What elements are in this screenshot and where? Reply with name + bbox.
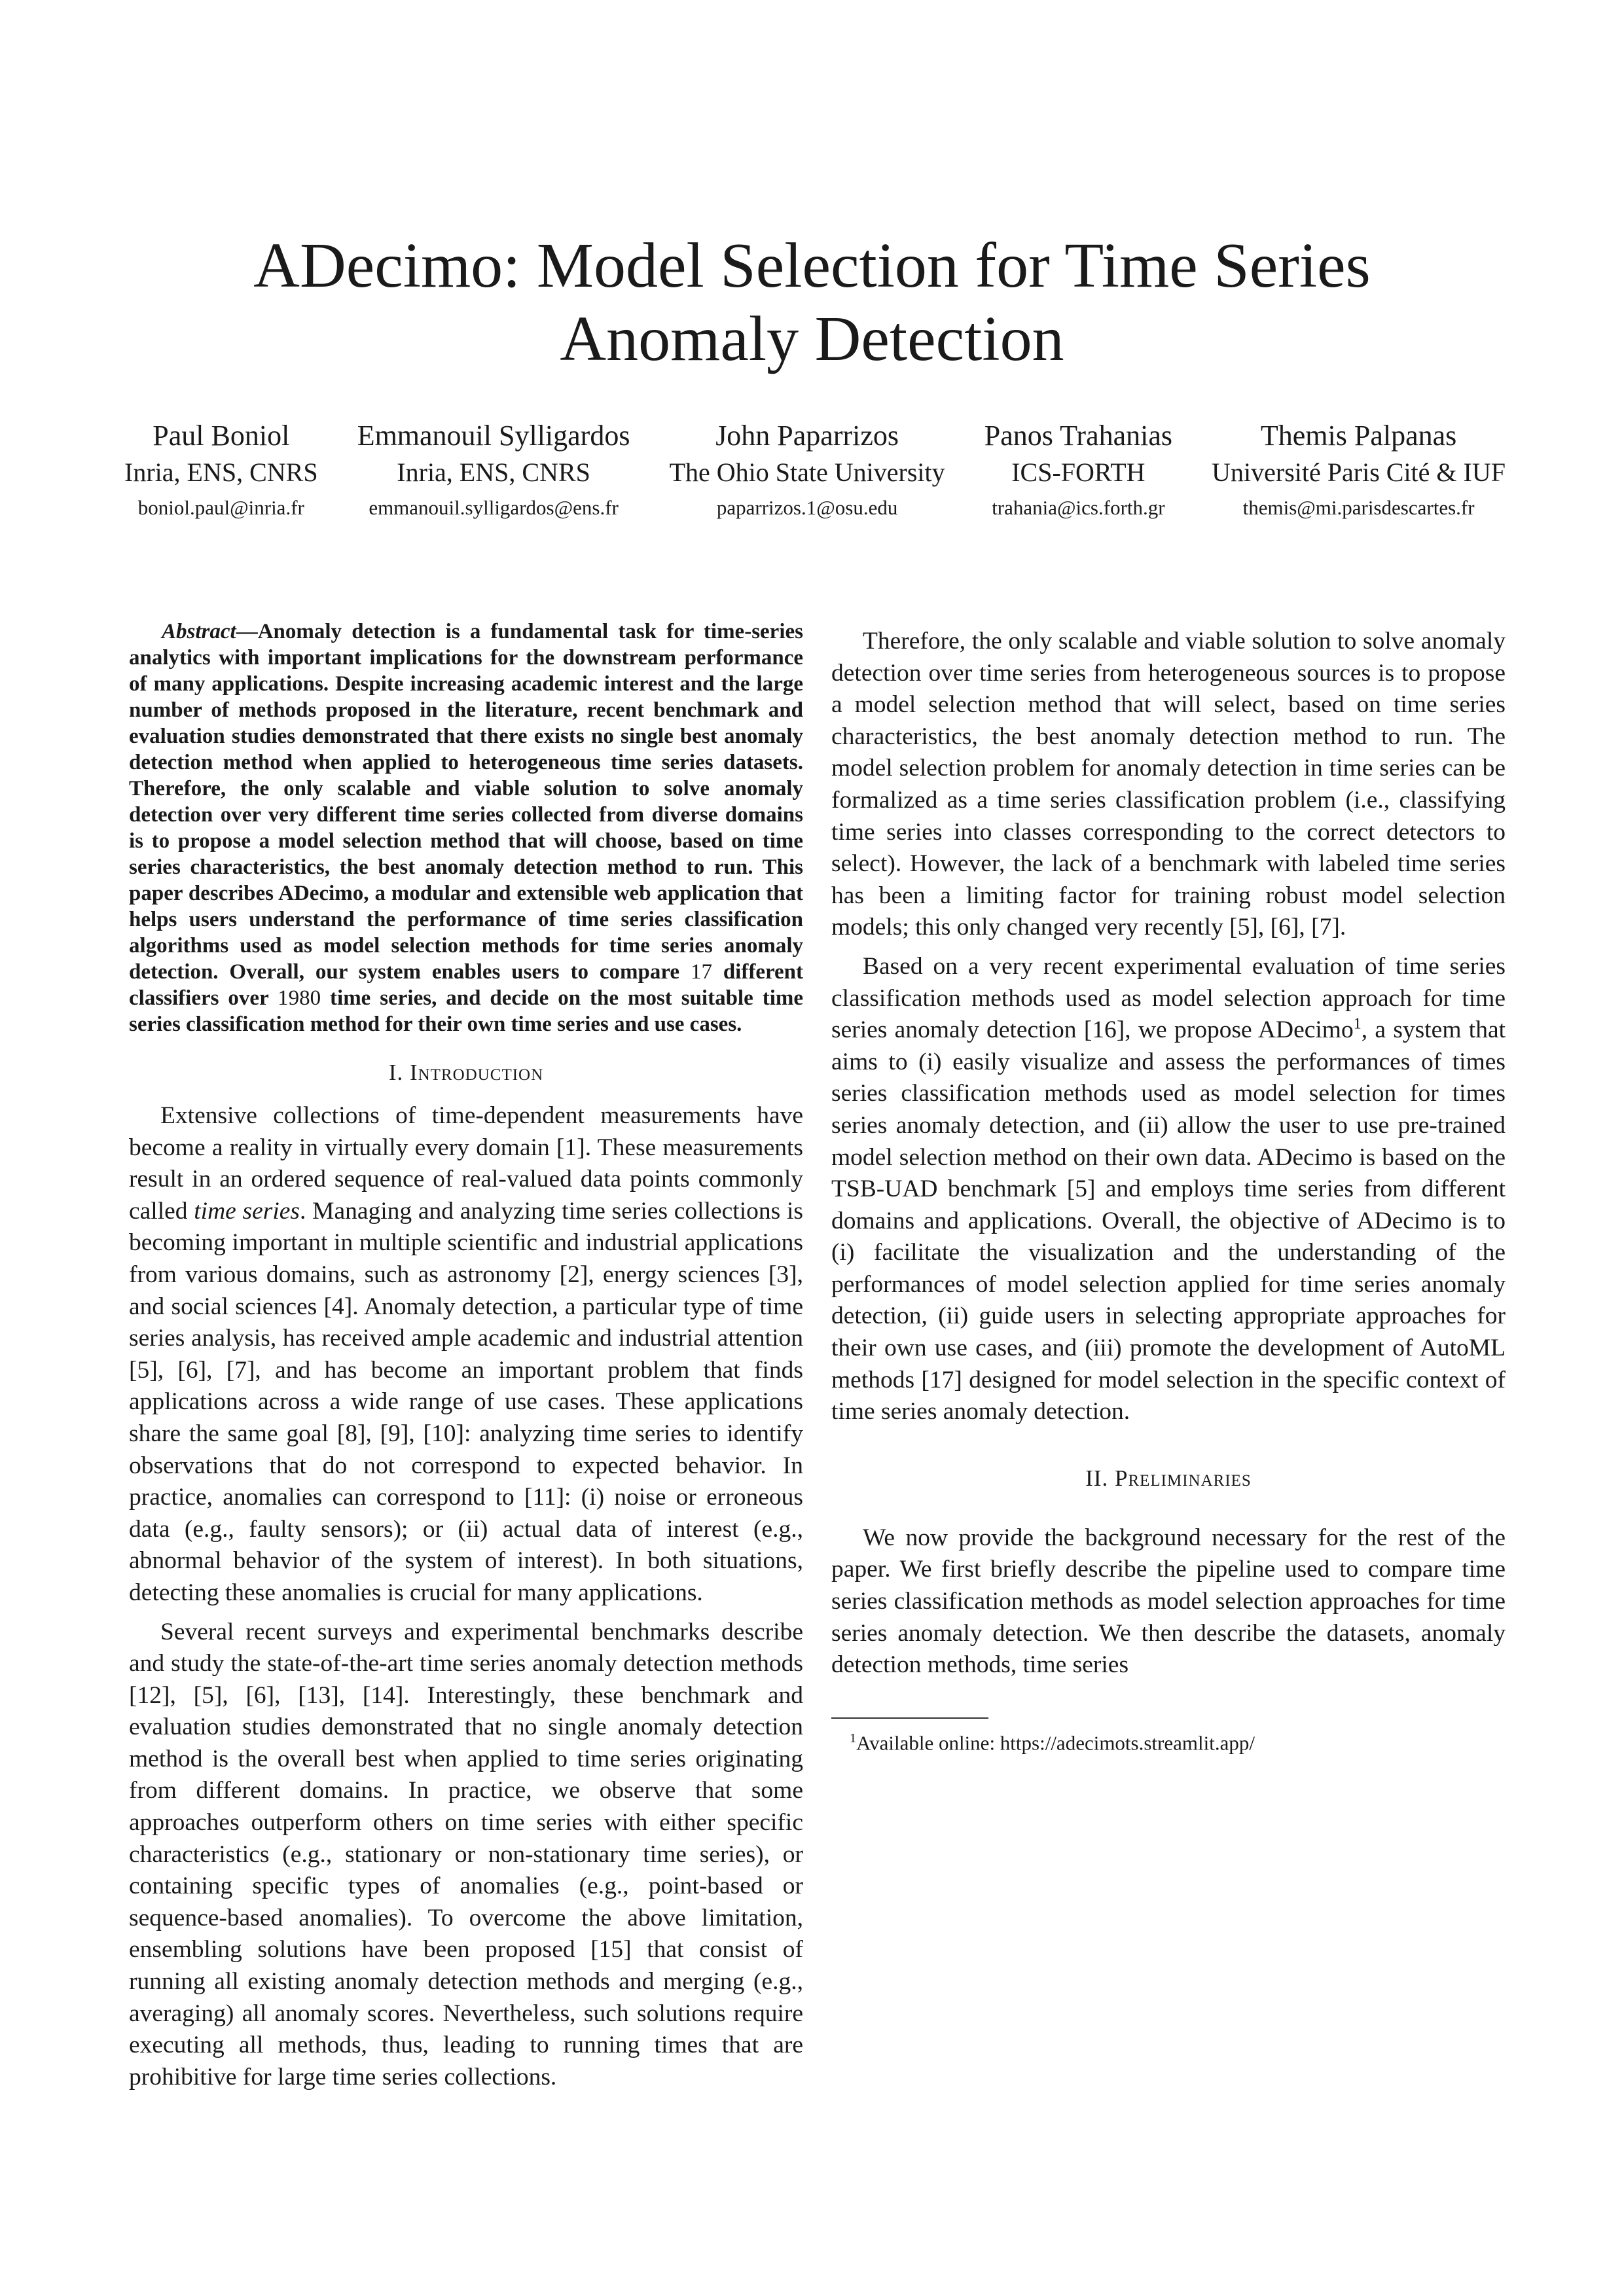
author-email: themis@mi.parisdescartes.fr [1242, 496, 1475, 519]
abstract-text: different classifiers over [129, 960, 804, 1010]
section-heading: II. Preliminaries [1085, 1465, 1252, 1491]
author-name: Emmanouil Sylligardos [357, 420, 630, 452]
paragraph-text: , a system that aims to (i) easily visualize and assess the performances of times series classification methods used as model selection for times series anomaly detection, and (ii) allow the user to use pre-trained model selection method on their own data. ADecimo is based on the TSB-UAD benchmark [5] and employs time series from different domains and applications. Overall, the objective of ADecimo is to (i) facilitate the visualization and the understanding of the performances of model selection applied for time series anomaly detection, (ii) guide users in selecting appropriate approaches for their own use cases, and (iii) promote the development of AutoML methods [17] designed for model selection in the specific context of time series anomaly detection. [831, 1016, 1506, 1426]
author-affiliation: Inria, ENS, CNRS [397, 457, 590, 487]
author-block [124, 418, 1506, 525]
author-email: boniol.paul@inria.fr [137, 496, 304, 519]
author-name: Themis Palpanas [1260, 420, 1457, 452]
author-email: emmanouil.sylligardos@ens.fr [369, 496, 619, 519]
footnote-text: Available online: https://adecimots.streamlit.app/ [856, 1731, 1255, 1755]
paragraph-text: Based on a very recent experimental evaluation of time series classification methods used as model selection approach for time series anomaly detection [16], we propose ADecimo [831, 952, 1506, 1044]
author-affiliation: Inria, ENS, CNRS [124, 457, 318, 487]
author-name: Panos Trahanias [984, 420, 1173, 452]
author [984, 418, 1172, 525]
footnote-marker: 1 [850, 1731, 856, 1746]
abstract-text: —Anomaly detection is a fundamental task for time-series analytics with important implications for the downstream performance of many applications. Despite increasing academic interest and the large number of methods proposed in the literature, recent benchmark and evaluation studies demonstrated that there exists no single best anomaly detection method when applied to heterogeneous time series datasets. Therefore, the only scalable and viable solution to solve anomaly detection over very different time series collected from diverse domains is to propose a model selection method that will choose, based on time series characteristics, the best anomaly detection method to run. This paper describes ADecimo, a modular and extensible web application that helps users understand the performance of time series classification algorithms used as model selection methods for time series anomaly detection. Overall, our system enables users to compare [129, 620, 803, 984]
paragraph: Therefore, the only scalable and viable solution to solve anomaly detection over time series from heterogeneous sources is to propose a model selection method that will select, based on time series characteristics, the best anomaly detection method to run. The model selection problem for anomaly detection in time series can be formalized as a time series classification problem (i.e., classifying time series into classes corresponding to the correct detectors to select). However, the lack of a benchmark with labeled time series has been a limiting factor for training robust model selection models; this only changed very recently [5], [6], [7]. [831, 628, 1506, 941]
left-column [129, 619, 803, 2093]
abstract-lead: Abstract [162, 620, 236, 643]
paragraph: Several recent surveys and experimental benchmarks describe and study the state-of-the-art time series anomaly detection methods [12], [5], [6], [13], [14]. Interestingly, these benchmark and evaluation studies demonstrated that no single anomaly detection method is the overall best when applied to time series originating from different domains. In practice, we observe that some approaches outperform others on time series with either specific characteristics (e.g., stationary or non-stationary time series), or containing specific types of anomalies (e.g., point-based or sequence-based anomalies). To overcome the above limitation, ensembling solutions have been proposed [15] that consist of running all existing anomaly detection methods and merging (e.g., averaging) all anomaly scores. Nevertheless, such solutions require executing all methods, thus, leading to running times that are prohibitive for large time series collections. [129, 1618, 803, 2090]
author [670, 418, 945, 525]
footnote [831, 1725, 1506, 1756]
abstract [129, 619, 803, 1037]
abstract-number: 1980 [278, 986, 321, 1010]
author-email: paparrizos.1@osu.edu [716, 496, 898, 519]
paragraph-text: Extensive collections of time-dependent measurements have become a reality in virtually every domain [1]. These measurements result in an ordered sequence of real-valued data points commonly called [129, 1102, 803, 1225]
author-affiliation: The Ohio State University [669, 457, 945, 487]
author-name: John Paparrizos [715, 420, 899, 452]
author [124, 418, 318, 525]
abstract-text: time series, and decide on the most suitable time series classification method for their own time series and use cases. [129, 986, 803, 1036]
footnote-marker: 1 [1353, 1015, 1362, 1033]
author-name: Paul Boniol [153, 420, 290, 452]
paragraph-text: . Managing and analyzing time series collections is becoming important in multiple scientific and industrial applications from various domains, such as astronomy [2], energy sciences [3], and social sciences [4]. Anomaly detection, a particular type of time series analysis, has received ample academic and industrial attention [5], [6], [7], and has become an important problem that finds applications across a wide range of use cases. These applications share the same goal [8], [9], [10]: analyzing time series to identify observations that do not correspond to expected behavior. In practice, anomalies can correspond to [11]: (i) noise or erroneous data (e.g., faulty sensors); or (ii) actual data of interest (e.g., abnormal behavior of the system of interest). In both situations, detecting these anomalies is crucial for many applications. [129, 1197, 803, 1606]
paragraph [129, 1100, 803, 1609]
emphasis: time series [194, 1197, 300, 1225]
paragraph: We now provide the background necessary for the rest of the paper. We first briefly describe the pipeline used to compare time series classification methods as model selection approaches for time series anomaly detection. We then describe the datasets, anomaly detection methods, time series [831, 1524, 1506, 1679]
paragraph [831, 951, 1506, 1428]
author-affiliation: Université Paris Cité & IUF [1212, 457, 1506, 487]
author [357, 418, 630, 525]
abstract-number: 17 [690, 960, 712, 984]
author-email: trahania@ics.forth.gr [992, 496, 1165, 519]
section-heading: I. Introduction [388, 1060, 544, 1085]
right-column [831, 619, 1506, 1756]
author [1212, 418, 1506, 525]
paper-title: ADecimo: Model Selection for Time Series Anomaly Detection [253, 230, 1371, 374]
author-affiliation: ICS-FORTH [1011, 457, 1146, 487]
footnote-divider [831, 1717, 988, 1719]
